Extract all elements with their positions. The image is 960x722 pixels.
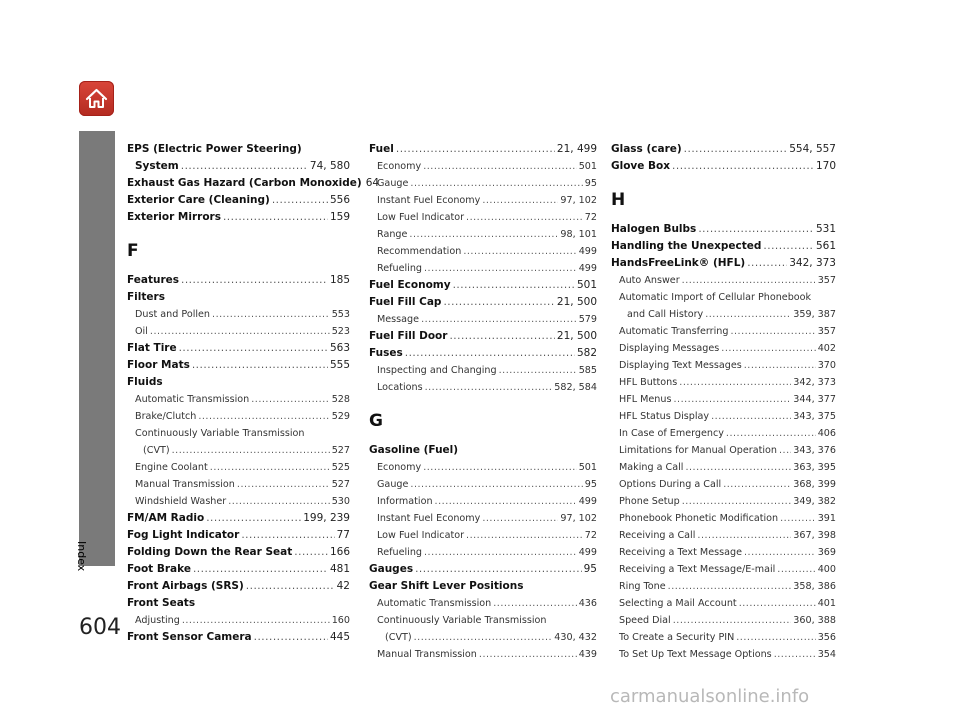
index-entry[interactable]: Folding Down the Rear Seat ..... 166 — [127, 544, 350, 561]
index-subentry[interactable]: Displaying Messages ..... 402 — [611, 340, 836, 357]
index-heading: EPS (Electric Power Steering) — [127, 143, 302, 155]
index-subentry[interactable]: Gauge ..... 95 — [369, 476, 597, 493]
index-heading: Gear Shift Lever Positions — [369, 580, 524, 592]
index-subentry[interactable]: Receiving a Text Message ..... 369 — [611, 544, 836, 561]
index-subentry[interactable]: Refueling ..... 499 — [369, 544, 597, 561]
index-entry[interactable]: Exhaust Gas Hazard (Carbon Monoxide) 64 — [127, 177, 380, 189]
index-entry[interactable]: Front Sensor Camera ..... 445 — [127, 629, 350, 646]
index-subentry[interactable]: Gauge ..... 95 — [369, 175, 597, 192]
index-subentry[interactable]: Receiving a Call ..... 367, 398 — [611, 527, 836, 544]
index-subentry[interactable]: Options During a Call ..... 368, 399 — [611, 476, 836, 493]
index-subentry[interactable]: Making a Call ..... 363, 395 — [611, 459, 836, 476]
index-entry[interactable]: Front Airbags (SRS) ..... 42 — [127, 578, 350, 595]
index-subentry[interactable]: HFL Menus ..... 344, 377 — [611, 391, 836, 408]
index-subentry[interactable]: Economy ..... 501 — [369, 158, 597, 175]
index-entry[interactable]: Halogen Bulbs ..... 531 — [611, 221, 836, 238]
index-subentry[interactable]: Inspecting and Changing ..... 585 — [369, 362, 597, 379]
index-heading: Gasoline (Fuel) — [369, 444, 459, 456]
index-subentry[interactable]: HFL Status Display ..... 343, 375 — [611, 408, 836, 425]
index-subheading: Automatic Import of Cellular Phonebook — [619, 292, 812, 303]
index-entry[interactable]: Exterior Mirrors ..... 159 — [127, 209, 350, 226]
index-subentry[interactable]: Phone Setup ..... 349, 382 — [611, 493, 836, 510]
index-subentry[interactable]: Manual Transmission ..... 439 — [369, 646, 597, 663]
index-entry[interactable]: Floor Mats ..... 555 — [127, 357, 350, 374]
index-column-2 — [369, 141, 597, 663]
index-subentry[interactable]: Speed Dial ..... 360, 388 — [611, 612, 836, 629]
index-subentry[interactable]: Dust and Pollen ..... 553 — [127, 306, 350, 323]
home-button[interactable] — [79, 81, 114, 116]
index-column-1 — [127, 141, 380, 646]
index-entry[interactable]: Fuel Economy ..... 501 — [369, 277, 597, 294]
index-sidebar-tab[interactable] — [79, 131, 115, 566]
index-subentry[interactable]: Instant Fuel Economy ..... 97, 102 — [369, 510, 597, 527]
index-heading: Filters — [127, 291, 165, 303]
index-entry[interactable]: Fuel Fill Cap ..... 21, 500 — [369, 294, 597, 311]
index-subentry[interactable]: Recommendation ..... 499 — [369, 243, 597, 260]
index-entry[interactable]: FM/AM Radio ..... 199, 239 — [127, 510, 350, 527]
index-subentry[interactable]: Receiving a Text Message/E-mail ..... 400 — [611, 561, 836, 578]
index-entry[interactable]: Handling the Unexpected ..... 561 — [611, 238, 836, 255]
index-subentry[interactable]: (CVT) ..... 430, 432 — [369, 629, 597, 646]
index-subheading: Continuously Variable Transmission — [377, 615, 547, 626]
index-entry[interactable]: HandsFreeLink® (HFL) ..... 342, 373 — [611, 255, 836, 272]
index-entry[interactable]: Fuel Fill Door ..... 21, 500 — [369, 328, 597, 345]
index-subentry[interactable]: Information ..... 499 — [369, 493, 597, 510]
index-entry[interactable]: Foot Brake ..... 481 — [127, 561, 350, 578]
index-subentry[interactable]: Economy ..... 501 — [369, 459, 597, 476]
index-subentry[interactable]: and Call History ..... 359, 387 — [611, 306, 836, 323]
home-icon — [84, 86, 109, 111]
index-subentry[interactable]: Automatic Transferring ..... 357 — [611, 323, 836, 340]
index-subentry[interactable]: Automatic Transmission ..... 528 — [127, 391, 350, 408]
index-subentry[interactable]: Phonebook Phonetic Modification ..... 391 — [611, 510, 836, 527]
section-letter-f: F — [127, 241, 139, 261]
index-heading: Fluids — [127, 376, 163, 388]
index-subentry[interactable]: Limitations for Manual Operation ..... 343, 376 — [611, 442, 836, 459]
index-subentry[interactable]: Refueling ..... 499 — [369, 260, 597, 277]
index-subentry[interactable]: In Case of Emergency ..... 406 — [611, 425, 836, 442]
index-entry[interactable]: Fuel ..... 21, 499 — [369, 141, 597, 158]
index-subentry[interactable]: Auto Answer ..... 357 — [611, 272, 836, 289]
index-subentry[interactable]: Message ..... 579 — [369, 311, 597, 328]
index-subentry[interactable]: Ring Tone ..... 358, 386 — [611, 578, 836, 595]
index-subentry[interactable]: Selecting a Mail Account ..... 401 — [611, 595, 836, 612]
index-subentry[interactable]: Windshield Washer ..... 530 — [127, 493, 350, 510]
watermark: carmanualsonline.info — [610, 686, 810, 707]
index-subentry[interactable]: Adjusting ..... 160 — [127, 612, 350, 629]
index-column-3 — [611, 141, 836, 663]
index-subentry[interactable]: Brake/Clutch ..... 529 — [127, 408, 350, 425]
section-letter-h: H — [611, 190, 626, 210]
index-subentry[interactable]: Low Fuel Indicator ..... 72 — [369, 209, 597, 226]
index-entry[interactable]: Fuses ..... 582 — [369, 345, 597, 362]
index-subentry[interactable]: Instant Fuel Economy ..... 97, 102 — [369, 192, 597, 209]
index-entry[interactable]: Exterior Care (Cleaning) ..... 556 — [127, 192, 350, 209]
index-subentry[interactable]: To Set Up Text Message Options ..... 354 — [611, 646, 836, 663]
index-subheading: Continuously Variable Transmission — [135, 428, 305, 439]
index-subentry[interactable]: Oil ..... 523 — [127, 323, 350, 340]
index-subentry[interactable]: (CVT) ..... 527 — [127, 442, 350, 459]
index-entry[interactable]: Glove Box ..... 170 — [611, 158, 836, 175]
index-heading: Front Seats — [127, 597, 196, 609]
index-subentry[interactable]: Engine Coolant ..... 525 — [127, 459, 350, 476]
index-subentry[interactable]: Range ..... 98, 101 — [369, 226, 597, 243]
index-subentry[interactable]: Locations ..... 582, 584 — [369, 379, 597, 396]
sidebar-label: Index — [75, 541, 88, 572]
section-letter-g: G — [369, 411, 383, 431]
index-entry[interactable]: Features ..... 185 — [127, 272, 350, 289]
index-entry[interactable]: System ..... 74, 580 — [127, 158, 350, 175]
index-entry[interactable]: Glass (care) ..... 554, 557 — [611, 141, 836, 158]
index-entry[interactable]: Gauges ..... 95 — [369, 561, 597, 578]
index-subentry[interactable]: Displaying Text Messages ..... 370 — [611, 357, 836, 374]
index-subentry[interactable]: HFL Buttons ..... 342, 373 — [611, 374, 836, 391]
index-entry[interactable]: Flat Tire ..... 563 — [127, 340, 350, 357]
index-subentry[interactable]: Low Fuel Indicator ..... 72 — [369, 527, 597, 544]
index-subentry[interactable]: Automatic Transmission ..... 436 — [369, 595, 597, 612]
index-subentry[interactable]: To Create a Security PIN ..... 356 — [611, 629, 836, 646]
index-entry[interactable]: Fog Light Indicator ..... 77 — [127, 527, 350, 544]
page-number: 604 — [79, 615, 121, 640]
index-subentry[interactable]: Manual Transmission ..... 527 — [127, 476, 350, 493]
